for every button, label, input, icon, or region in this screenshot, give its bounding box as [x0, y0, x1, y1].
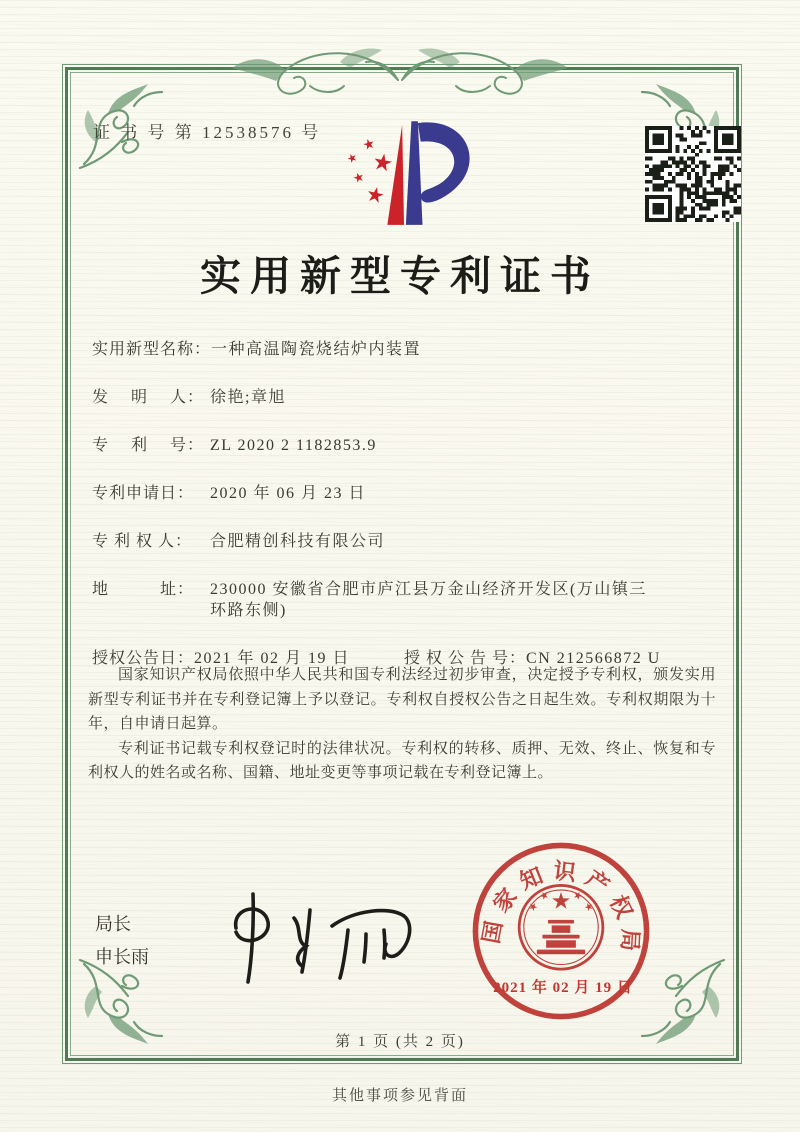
- grant-no-value: CN 212566872 U: [526, 650, 661, 667]
- grant-date-value: 2021 年 02 月 19 日: [194, 650, 351, 667]
- field-row-address: [92, 579, 712, 621]
- signer-name: 申长雨: [95, 947, 149, 967]
- signer-block: [95, 908, 149, 974]
- certificate-title: 实用新型专利证书: [200, 253, 600, 299]
- cnipa-logo: [330, 110, 478, 238]
- field-label: 发 明 人：: [92, 389, 205, 406]
- body-paragraph-1: 国家知识产权局依照中华人民共和国专利法经过初步审查，决定授予专利权，颁发实用新型专利证书并在专利登记簿上予以登记。专利权自授权公告之日起生效。专利权期限为十年，自申请日起算。: [88, 667, 716, 732]
- certificate-number: 证 书 号 第 12538576 号: [93, 123, 322, 142]
- seal-date: 2021 年 02 月 19 日: [493, 980, 633, 996]
- legal-text: [88, 663, 716, 786]
- grant-date-label: 授权公告日：: [92, 650, 195, 667]
- field-value: 合肥精创科技有限公司: [210, 533, 386, 550]
- commissioner-signature: [198, 880, 433, 990]
- field-row-patent-no: [92, 435, 712, 456]
- field-value: ZL 2020 2 1182853.9: [210, 437, 377, 454]
- qr-code: [645, 126, 741, 222]
- field-label: 地 址：: [92, 581, 195, 598]
- top-center-ornament: [190, 28, 610, 108]
- field-row-filing-date: [92, 483, 712, 504]
- field-value: 230000 安徽省合肥市庐江县万金山经济开发区(万山镇三环路东侧): [210, 581, 647, 619]
- field-row-inventor: [92, 387, 712, 408]
- field-label: 专 利 号：: [92, 437, 205, 454]
- field-label: 专利申请日：: [92, 485, 195, 502]
- field-row-name: [92, 339, 712, 360]
- national-emblem: [519, 885, 603, 969]
- field-value: 2020 年 06 月 23 日: [210, 485, 367, 502]
- body-paragraph-2: 专利证书记载专利权登记时的法律状况。专利权的转移、质押、无效、终止、恢复和专利权人的姓名或名称、国籍、地址变更等事项记载在专利登记簿上。: [88, 740, 716, 781]
- field-list: [92, 339, 712, 669]
- field-label: 专 利 权 人：: [92, 533, 193, 550]
- signer-title: 局长: [95, 914, 131, 934]
- field-row-patentee: [92, 531, 712, 552]
- field-value: 一种高温陶瓷烧结炉内装置: [211, 341, 422, 358]
- seal-text: 国家知识产权局: [478, 858, 644, 961]
- logo-p-bowl: [418, 122, 470, 202]
- field-label: 实用新型名称：: [92, 341, 212, 358]
- logo-stars: [346, 138, 393, 204]
- field-value: 徐艳;章旭: [210, 389, 286, 406]
- grant-no-label: 授 权 公 告 号：: [404, 650, 527, 667]
- page-number: 第 1 页 (共 2 页): [335, 1034, 465, 1050]
- back-note: 其他事项参见背面: [331, 1088, 468, 1104]
- logo-red-wedge: [387, 125, 404, 225]
